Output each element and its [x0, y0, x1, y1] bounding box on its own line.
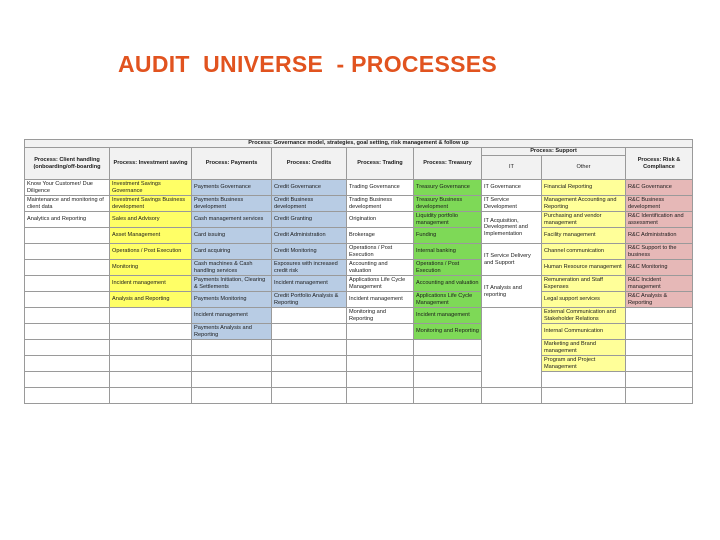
- table-row: [25, 228, 693, 244]
- column-header: Process: Credits: [272, 148, 347, 180]
- audit-universe-table: [24, 139, 693, 404]
- table-cell: [25, 324, 110, 340]
- table-cell: Credit Business development: [272, 196, 347, 212]
- table-cell: [110, 324, 192, 340]
- table-cell: [272, 340, 347, 356]
- table-cell: Investment Savings Business development: [110, 196, 192, 212]
- table-cell: [414, 388, 482, 404]
- table-cell: Liquidity portfolio management: [414, 212, 482, 228]
- table-cell: Accounting and valuation: [347, 260, 414, 276]
- table-cell: Internal banking: [414, 244, 482, 260]
- sub-header-it: IT: [482, 156, 542, 180]
- table-cell: [110, 356, 192, 372]
- table-cell: R&C Monitoring: [626, 260, 693, 276]
- support-header: Process: Support: [482, 148, 626, 156]
- table-cell: Accounting and valuation: [414, 276, 482, 292]
- table-cell: R&C Administration: [626, 228, 693, 244]
- table-cell: Purchasing and vendor management: [542, 212, 626, 228]
- table-cell: [110, 388, 192, 404]
- table-cell: [347, 372, 414, 388]
- table-cell: [192, 356, 272, 372]
- table-cell: [542, 372, 626, 388]
- table-cell: Credit Governance: [272, 180, 347, 196]
- table-cell: [25, 388, 110, 404]
- table-cell: Payments Monitoring: [192, 292, 272, 308]
- table-cell: [272, 324, 347, 340]
- table-cell: [192, 388, 272, 404]
- table-cell: [626, 324, 693, 340]
- table-cell: [414, 356, 482, 372]
- table-cell: Origination: [347, 212, 414, 228]
- table-cell: [347, 388, 414, 404]
- table-cell: Payments Analysis and Reporting: [192, 324, 272, 340]
- table-row: [25, 276, 693, 292]
- column-header: Process: Risk & Compliance: [626, 148, 693, 180]
- table-row: [25, 388, 693, 404]
- slide-title: AUDIT UNIVERSE - PROCESSES: [118, 51, 498, 77]
- table-cell: IT Governance: [482, 180, 542, 196]
- table-row: [25, 356, 693, 372]
- table-cell: Investment Savings Governance: [110, 180, 192, 196]
- table-row: [25, 196, 693, 212]
- table-cell: [482, 308, 542, 388]
- table-cell: [626, 340, 693, 356]
- table-cell: Treasury Business development: [414, 196, 482, 212]
- table-cell: [347, 340, 414, 356]
- table-cell: Marketing and Brand management: [542, 340, 626, 356]
- table-cell: Trading Governance: [347, 180, 414, 196]
- table-cell: Facility management: [542, 228, 626, 244]
- table-cell: [25, 308, 110, 324]
- table-cell: Remuneration and Staff Expenses: [542, 276, 626, 292]
- table-cell: Incident management: [192, 308, 272, 324]
- table-row: [25, 260, 693, 276]
- table-cell: IT Service Delivery and Support: [482, 244, 542, 276]
- table-cell: IT Analysis and reporting: [482, 276, 542, 308]
- table-cell: Card acquiring: [192, 244, 272, 260]
- column-header: Process: Treasury: [414, 148, 482, 180]
- table-cell: [272, 372, 347, 388]
- table-cell: [25, 372, 110, 388]
- sub-header-other: Other: [542, 156, 626, 180]
- table-cell: [626, 356, 693, 372]
- table-cell: [25, 244, 110, 260]
- column-header: Process: Investment saving: [110, 148, 192, 180]
- table-cell: [192, 372, 272, 388]
- table-cell: Incident management: [272, 276, 347, 292]
- table-cell: Analysis and Reporting: [110, 292, 192, 308]
- table-cell: Operations / Post Execution: [414, 260, 482, 276]
- table-cell: Credit Monitoring: [272, 244, 347, 260]
- table-row: [25, 140, 693, 148]
- table-cell: [25, 356, 110, 372]
- table-cell: [110, 308, 192, 324]
- table-cell: IT Service Development: [482, 196, 542, 212]
- table-cell: [542, 388, 626, 404]
- table-cell: Incident management: [347, 292, 414, 308]
- table-cell: Sales and Advisory: [110, 212, 192, 228]
- table-cell: R&C Governance: [626, 180, 693, 196]
- table-cell: [347, 356, 414, 372]
- table-cell: [110, 340, 192, 356]
- table-cell: Cash management services: [192, 212, 272, 228]
- table-cell: [414, 372, 482, 388]
- table-cell: Asset Management: [110, 228, 192, 244]
- table-cell: External Communication and Stakeholder Relations: [542, 308, 626, 324]
- table-cell: Incident management: [110, 276, 192, 292]
- table-cell: Payments Initiation, Clearing & Settlements: [192, 276, 272, 292]
- table-cell: [272, 356, 347, 372]
- table-cell: Know Your Customer/ Due Diligence: [25, 180, 110, 196]
- table-cell: Treasury Governance: [414, 180, 482, 196]
- table-cell: Incident management: [414, 308, 482, 324]
- table-cell: [272, 388, 347, 404]
- table-cell: [25, 228, 110, 244]
- table-cell: Human Resource management: [542, 260, 626, 276]
- table-cell: [25, 340, 110, 356]
- table-cell: Management Accounting and Reporting: [542, 196, 626, 212]
- table-cell: Payments Governance: [192, 180, 272, 196]
- table-cell: Cash machines & Cash handling services: [192, 260, 272, 276]
- table-cell: Funding: [414, 228, 482, 244]
- table-cell: Applications Life Cycle Management: [414, 292, 482, 308]
- table-cell: [626, 308, 693, 324]
- table-cell: R&C Identification and assessment: [626, 212, 693, 228]
- table-cell: [414, 340, 482, 356]
- table-cell: Monitoring: [110, 260, 192, 276]
- table-row: [25, 308, 693, 324]
- table-cell: Legal support services: [542, 292, 626, 308]
- table-cell: [25, 276, 110, 292]
- table-row: [25, 292, 693, 308]
- table-cell: R&C Incident management: [626, 276, 693, 292]
- table-cell: IT Acquisition, Development and Implementation: [482, 212, 542, 244]
- table-cell: [272, 308, 347, 324]
- table-row: [25, 180, 693, 196]
- table-cell: [347, 324, 414, 340]
- table-row: [25, 244, 693, 260]
- table-row: [25, 340, 693, 356]
- table-row: [25, 212, 693, 228]
- table-cell: Trading Business development: [347, 196, 414, 212]
- table-cell: Payments Business development: [192, 196, 272, 212]
- table-cell: Credit Administration: [272, 228, 347, 244]
- table-cell: Exposures with increased credit risk: [272, 260, 347, 276]
- table-cell: Channel communication: [542, 244, 626, 260]
- table-cell: R&C Business development: [626, 196, 693, 212]
- column-header: Process: Trading: [347, 148, 414, 180]
- table-cell: [192, 340, 272, 356]
- table-cell: Card issuing: [192, 228, 272, 244]
- table-cell: [110, 372, 192, 388]
- table-cell: Analytics and Reporting: [25, 212, 110, 228]
- table-row: [25, 372, 693, 388]
- table-cell: [626, 372, 693, 388]
- table-cell: R&C Analysis & Reporting: [626, 292, 693, 308]
- table-cell: Monitoring and Reporting: [347, 308, 414, 324]
- column-header: Process: Payments: [192, 148, 272, 180]
- table-row: [25, 148, 693, 156]
- table-cell: [25, 292, 110, 308]
- table-cell: Brokerage: [347, 228, 414, 244]
- table-cell: Credit Portfolio Analysis & Reporting: [272, 292, 347, 308]
- table-row: [25, 324, 693, 340]
- table-cell: Monitoring and Reporting: [414, 324, 482, 340]
- table-cell: Operations / Post Execution: [347, 244, 414, 260]
- table-cell: Maintenance and monitoring of client data: [25, 196, 110, 212]
- table-cell: Credit Granting: [272, 212, 347, 228]
- table-title-cell: Process: Governance model, strategies, goal setting, risk management & follow up: [25, 140, 693, 148]
- table-cell: Financial Reporting: [542, 180, 626, 196]
- table-cell: Operations / Post Execution: [110, 244, 192, 260]
- table-cell: R&C Support to the business: [626, 244, 693, 260]
- table-cell: Program and Project Management: [542, 356, 626, 372]
- table-cell: [25, 260, 110, 276]
- column-header: Process: Client handling (onboarding/off-boarding: [25, 148, 110, 180]
- table-cell: Internal Communication: [542, 324, 626, 340]
- table-cell: [626, 388, 693, 404]
- table-cell: Applications Life Cycle Management: [347, 276, 414, 292]
- table-cell: [482, 388, 542, 404]
